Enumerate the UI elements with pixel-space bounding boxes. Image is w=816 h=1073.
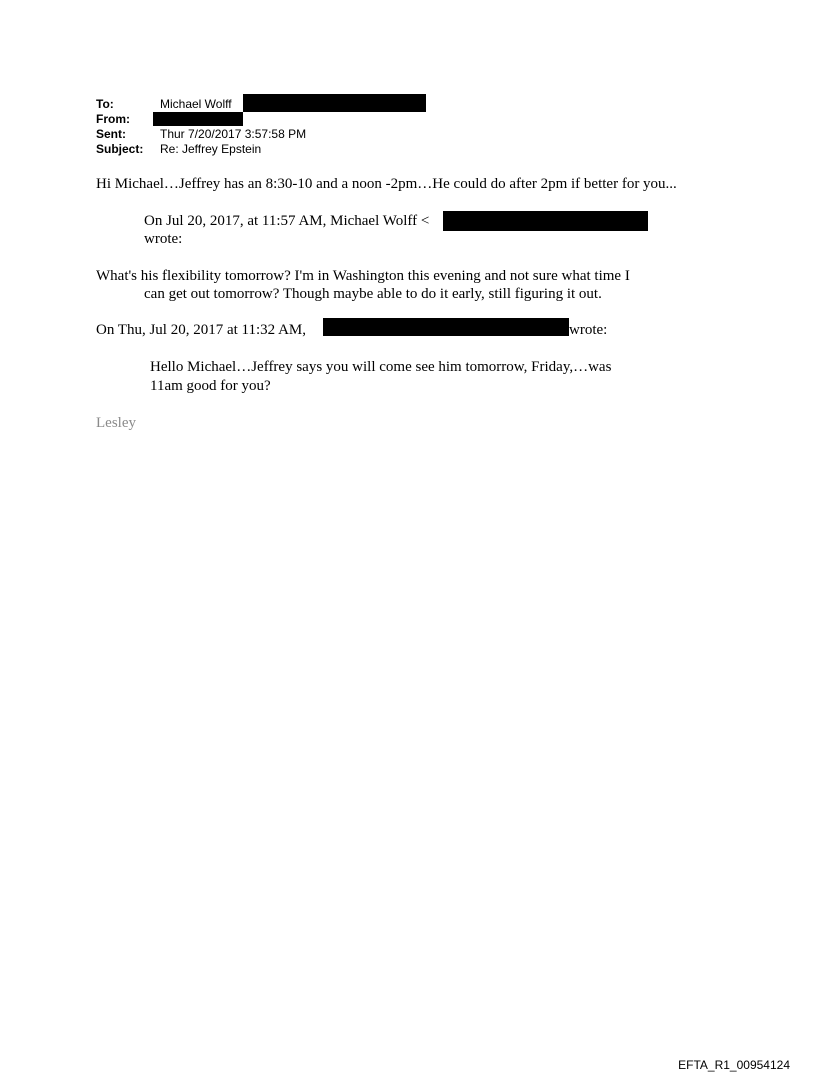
quote2-prefix: On Thu, Jul 20, 2017 at 11:32 AM, [96,322,307,338]
quote2-suffix: wrote: [569,322,608,338]
quote1-line1: On Jul 20, 2017, at 11:57 AM, Michael Wolff < [144,213,430,229]
orig-line2: 11am good for you? [150,378,271,394]
redaction-quote2-sender [323,318,569,336]
redaction-quote1-email [443,211,648,231]
redaction-to-email [243,94,426,112]
signature: Lesley [96,415,136,431]
wolff-line2: can get out tomorrow? Though maybe able to do it early, still figuring it out. [144,286,602,302]
wolff-line1: What's his flexibility tomorrow? I'm in Washington this evening and not sure what time I [96,268,630,284]
redaction-from [153,112,243,126]
from-label: From: [96,112,130,126]
quote1-line2: wrote: [144,231,183,247]
orig-line1: Hello Michael…Jeffrey says you will come see him tomorrow, Friday,…was [150,359,612,375]
to-value: Michael Wolff [160,97,232,111]
to-label: To: [96,97,114,111]
reply-text: Hi Michael…Jeffrey has an 8:30-10 and a noon -2pm…He could do after 2pm if better for you... [96,176,677,192]
sent-value: Thur 7/20/2017 3:57:58 PM [160,127,307,141]
subject-value: Re: Jeffrey Epstein [160,142,262,156]
sent-label: Sent: [96,127,126,141]
bates-number: EFTA_R1_00954124 [678,1058,790,1072]
subject-label: Subject: [96,142,144,156]
